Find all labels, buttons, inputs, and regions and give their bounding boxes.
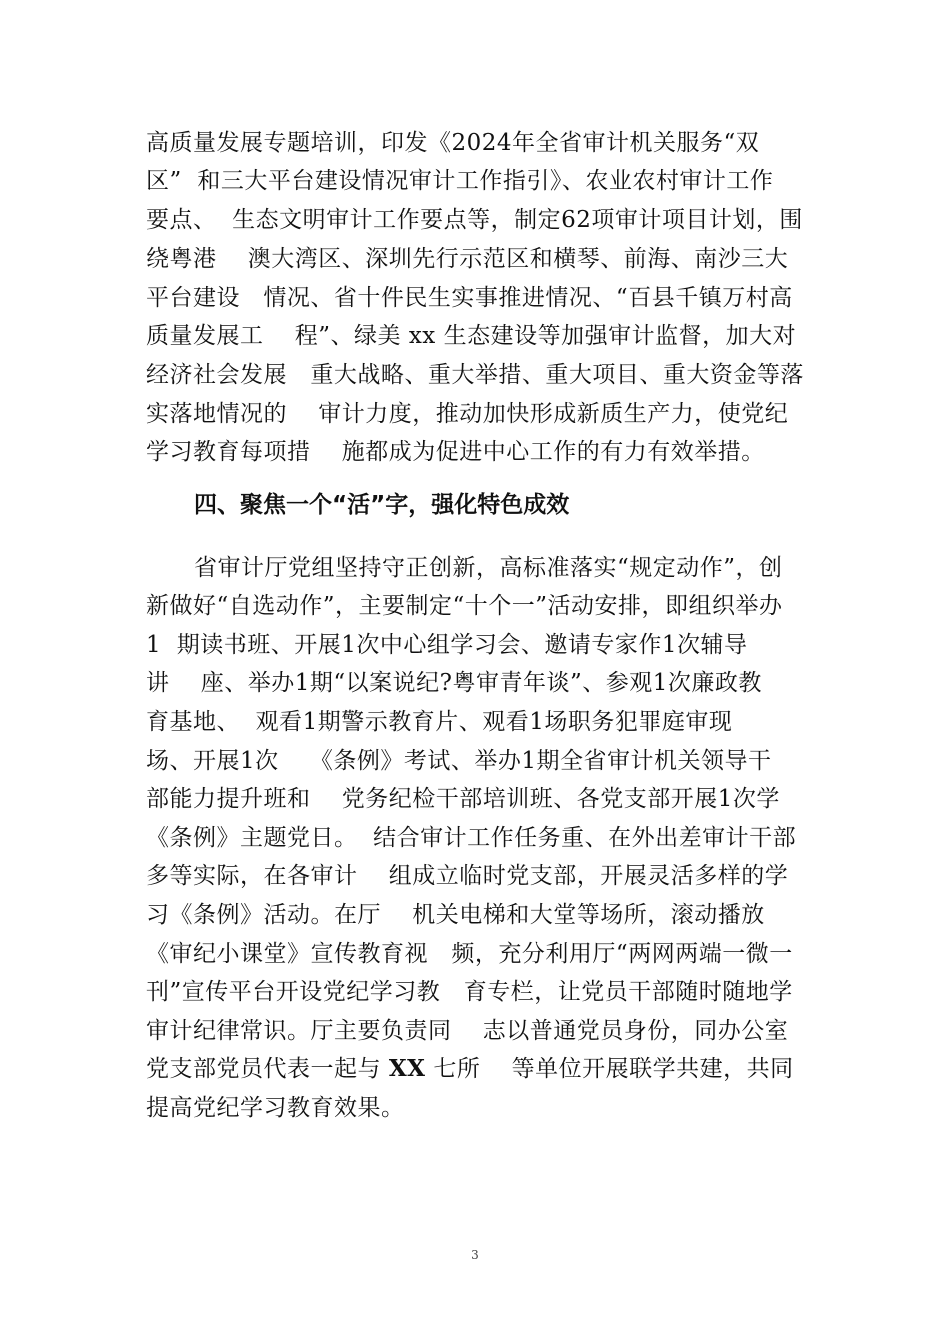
p2-line-14: [146, 1054, 826, 1086]
p1-line-5: 平台建设 情况、省十件民生实事推进情况、“百县千镇万村高: [146, 285, 793, 311]
p2-line-12: 刊”宣传平台开设党纪学习教 育专栏，让党员干部随时随地学: [146, 979, 793, 1005]
p1-line-3: 要点、 生态文明审计工作要点等，制定62项审计项目计划，围: [146, 207, 803, 233]
p2-line-10: 习《条例》活动。在厅 机关电梯和大堂等场所，滚动播放: [146, 902, 765, 928]
p1-line-2: 区” 和三大平台建设情况审计工作指引》、农业农村审计工作: [146, 168, 774, 194]
section-heading: 四、聚焦一个“活”字，强化特色成效: [194, 492, 570, 518]
p2-line-1: 省审计厅党组坚持守正创新，高标准落实“规定动作”，创: [194, 555, 783, 581]
p2-line-4: 讲 座、举办1期“以案说纪?粤审青年谈”、参观1次廉政教: [146, 670, 762, 696]
p2-line-14-post: 七所 等单位开展联学共建，共同: [425, 1056, 794, 1082]
p2-line-6: 场、开展1次 《条例》考试、举办1期全省审计机关领导干: [146, 748, 772, 774]
p2-line-8: 《条例》主题党日。 结合审计工作任务重、在外出差审计干部: [146, 825, 797, 851]
p1-line-4: 绕粤港 澳大湾区、深圳先行示范区和横琴、前海、南沙三大: [146, 246, 789, 272]
p2-line-11: 《审纪小课堂》宣传教育视 频，充分利用厅“两网两端一微一: [146, 941, 793, 967]
p2-line-7: 部能力提升班和 党务纪检干部培训班、各党支部开展1次学: [146, 786, 780, 812]
page-number: 3: [471, 1248, 479, 1262]
p1-line-6: 质量发展工 程”、绿美 xx 生态建设等加强审计监督，加大对: [146, 323, 797, 349]
p2-line-2: 新做好“自选动作”，主要制定“十个一”活动安排，即组织举办: [146, 593, 783, 619]
p1-line-7: 经济社会发展 重大战略、重大举措、重大项目、重大资金等落: [146, 362, 804, 388]
p2-line-5: 育基地、 观看1期警示教育片、观看1场职务犯罪庭审现: [146, 709, 733, 735]
p2-line-13: 审计纪律常识。厅主要负责同 志以普通党员身份，同办公室: [146, 1018, 789, 1044]
p2-line-14-bold-mark: XX: [388, 1055, 426, 1082]
p2-line-15: 提高党纪学习教育效果。: [146, 1095, 405, 1121]
p2-line-3: 1 期读书班、开展1次中心组学习会、邀请专家作1次辅导: [146, 632, 748, 658]
p1-line-8: 实落地情况的 审计力度，推动加快形成新质生产力，使党纪: [146, 401, 789, 427]
p2-line-9: 多等实际，在各审计 组成立临时党支部，开展灵活多样的学: [146, 863, 789, 889]
p1-line-1: 高质量发展专题培训，印发《2024年全省审计机关服务“双: [146, 130, 760, 156]
p1-line-9: 学习教育每项措 施都成为促进中心工作的有力有效举措。: [146, 439, 765, 465]
p2-line-14-pre: 党支部党员代表一起与: [146, 1056, 389, 1082]
